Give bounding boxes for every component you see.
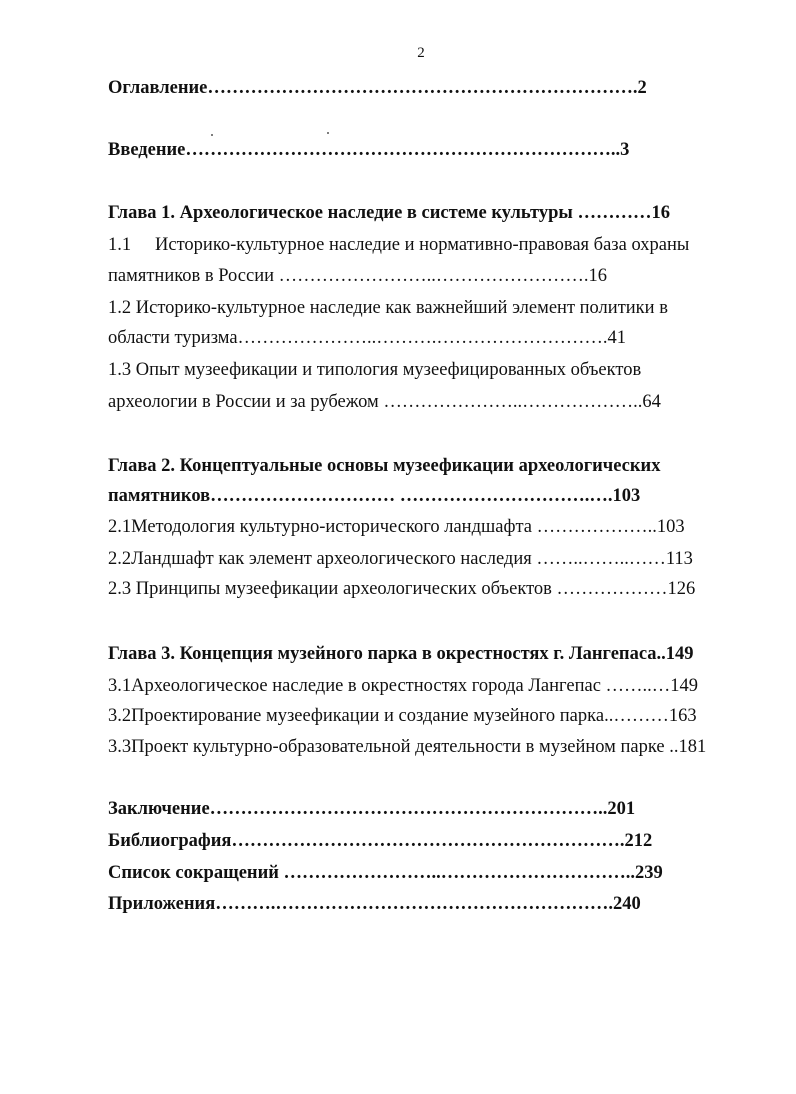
toc-contents: Оглавление…………………………………………………………….2 (108, 78, 647, 98)
toc-section-1-1-number: 1.1 (108, 235, 132, 255)
toc-chapter-3: Глава 3. Концепция музейного парка в окрестностях г. Лангепаса..149 (108, 644, 694, 664)
toc-section-1-1-continued: памятников в России ……………………..…………………….16 (108, 266, 607, 286)
toc-introduction: Введение……………………………………………………………..3 (108, 140, 630, 160)
toc-section-1-3: 1.3 Опыт музеефикации и типология музеефицированных объектов (108, 360, 642, 380)
toc-appendices: Приложения……….……………………………………………….240 (108, 894, 641, 914)
toc-section-2-3: 2.3 Принципы музеефикации археологических объектов ………………126 (108, 579, 696, 599)
scan-speck (211, 134, 213, 136)
toc-conclusion: Заключение………………………………………………………..201 (108, 799, 636, 819)
toc-section-1-3-continued: археологии в России и за рубежом …………………..………………..64 (108, 392, 661, 412)
toc-section-1-2-continued: области туризма…………………..……….……………………….41 (108, 328, 627, 348)
toc-bibliography: Библиография……………………………………………………….212 (108, 831, 653, 851)
toc-section-3-2: 3.2Проектирование музеефикации и создание музейного парка..………163 (108, 706, 697, 726)
toc-chapter-1: Глава 1. Археологическое наследие в системе культуры …………16 (108, 203, 670, 223)
toc-chapter-2-continued: памятников………………………… ………………………….….103 (108, 486, 641, 506)
toc-section-2-1: 2.1Методология культурно-исторического ландшафта ………………..103 (108, 517, 685, 537)
toc-section-3-3: 3.3Проект культурно-образовательной деятельности в музейном парке ..181 (108, 737, 707, 757)
toc-chapter-2: Глава 2. Концептуальные основы музеефикации археологических (108, 456, 661, 476)
toc-abbreviations: Список сокращений ……………………..…………………………..239 (108, 863, 663, 883)
page-number: 2 (417, 45, 425, 61)
toc-section-1-1: Историко-культурное наследие и нормативно-правовая база охраны (155, 235, 690, 255)
toc-section-3-1: 3.1Археологическое наследие в окрестностях города Лангепас ……..…149 (108, 676, 699, 696)
scan-speck (327, 132, 329, 134)
toc-section-1-2: 1.2 Историко-культурное наследие как важнейший элемент политики в (108, 298, 668, 318)
toc-section-2-2: 2.2Ландшафт как элемент археологического наследия ……..……..……113 (108, 549, 693, 569)
